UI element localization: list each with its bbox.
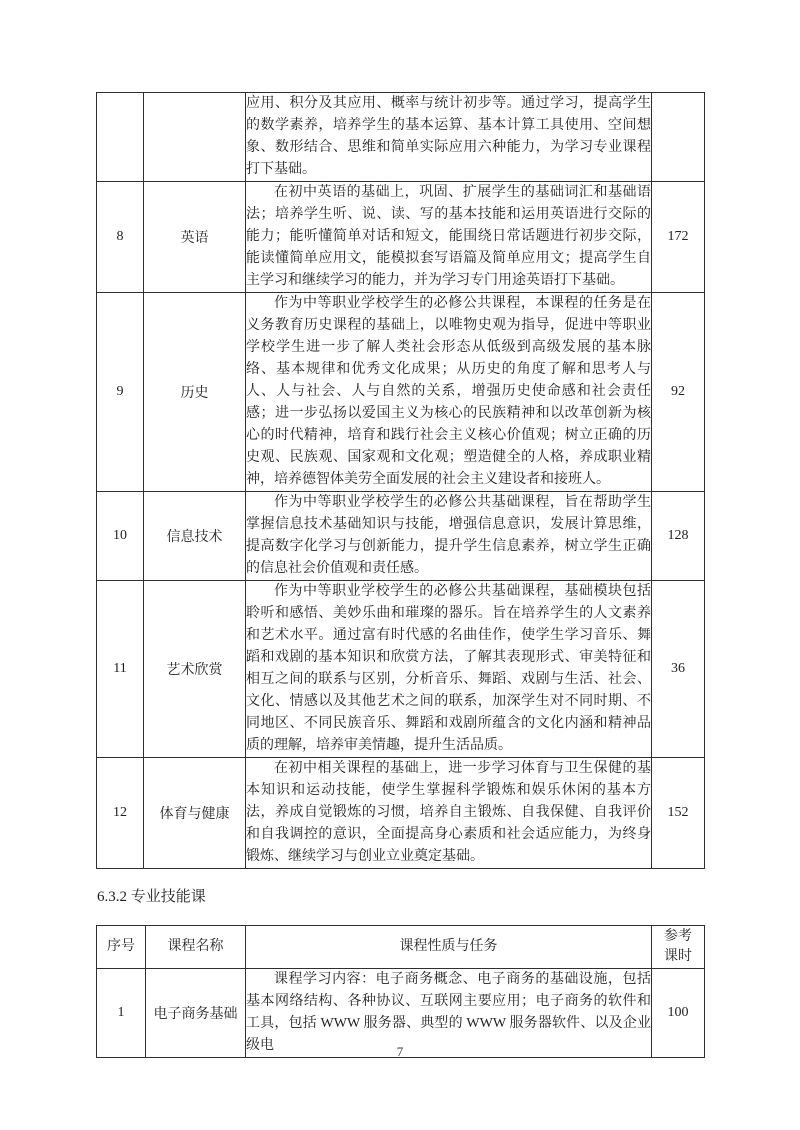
course-desc: 作为中等职业学校学生的必修公共基础课程，基础模块包括聆听和感悟、美妙乐曲和璀璨的器乐。旨在培养学生的人文素养和艺术水平。通过富有时代感的名曲佳作，使学生学习音乐、舞蹈和戏剧的基本知识和欣赏方法，了解其表现形式、审美特征和相互之间的联系与区别，分析音乐、舞蹈、戏剧与生活、社会、文化、情感以及其他艺术之间的联系，加深学生对不同时期、不同地区、不同民族音乐、舞蹈和戏剧所蕴含的文化内涵和精神品质的理解，培养审美情趣，提升生活品质。 bbox=[246, 584, 651, 753]
course-desc-cell bbox=[246, 758, 652, 869]
course-name bbox=[144, 93, 246, 182]
course-desc-cell bbox=[246, 182, 652, 293]
course-no: 9 bbox=[97, 293, 144, 492]
page-content bbox=[96, 92, 704, 1058]
course-desc-cell bbox=[246, 581, 652, 758]
course-desc-cell bbox=[246, 293, 652, 492]
course-hours: 128 bbox=[652, 492, 705, 581]
course-hours bbox=[652, 93, 705, 182]
course-name: 电子商务基础 bbox=[146, 969, 246, 1058]
header-no: 序号 bbox=[97, 926, 146, 969]
course-name: 体育与健康 bbox=[144, 758, 246, 869]
table-row bbox=[97, 581, 705, 758]
page-number: 7 bbox=[396, 1044, 404, 1059]
course-desc-cell bbox=[246, 492, 652, 581]
course-desc-cell bbox=[246, 93, 652, 182]
course-no bbox=[97, 93, 144, 182]
table-row bbox=[97, 758, 705, 869]
table-row bbox=[97, 93, 705, 182]
course-desc: 应用、积分及其应用、概率与统计初步等。通过学习，提高学生的数学素养，培养学生的基本运算、基本计算工具使用、空间想象、数形结合、思维和简单实际应用六种能力，为学习专业课程打下基础。 bbox=[246, 96, 651, 177]
course-name: 历史 bbox=[144, 293, 246, 492]
section-heading: 6.3.2 专业技能课 bbox=[97, 889, 206, 905]
course-hours: 92 bbox=[652, 293, 705, 492]
course-hours: 152 bbox=[652, 758, 705, 869]
course-desc: 作为中等职业学校学生的必修公共课程，本课程的任务是在义务教育历史课程的基础上，以唯物史观为指导，促进中等职业学校学生进一步了解人类社会形态从低级到高级发展的基本脉络、基本规律和优秀文化成果；从历史的角度了解和思考人与人、人与社会、人与自然的关系，增强历史使命感和社会责任感；进一步弘扬以爱国主义为核心的民族精神和以改革创新为核心的时代精神，培育和践行社会主义核心价值观；树立正确的历史观、民族观、国家观和文化观；塑造健全的人格，养成职业精神，培养德智体美劳全面发展的社会主义建设者和接班人。 bbox=[246, 296, 651, 487]
table-header-row bbox=[97, 926, 705, 969]
header-name: 课程名称 bbox=[146, 926, 246, 969]
course-name: 艺术欣赏 bbox=[144, 581, 246, 758]
course-no: 10 bbox=[97, 492, 144, 581]
skill-course-table bbox=[96, 925, 705, 1058]
header-desc: 课程性质与任务 bbox=[246, 926, 652, 969]
course-name: 信息技术 bbox=[144, 492, 246, 581]
course-desc: 在初中英语的基础上，巩固、扩展学生的基础词汇和基础语法；培养学生听、说、读、写的基本技能和运用英语进行交际的能力；能听懂简单对话和短文，能围绕日常话题进行初步交际，能读懂简单应用文，能模拟套写语篇及简单应用文；提高学生自主学习和继续学习的能力，并为学习专门用途英语打下基础。 bbox=[246, 185, 651, 288]
course-hours: 36 bbox=[652, 581, 705, 758]
course-no: 12 bbox=[97, 758, 144, 869]
table-row bbox=[97, 293, 705, 492]
table-row bbox=[97, 492, 705, 581]
header-hours bbox=[652, 926, 705, 969]
course-name: 英语 bbox=[144, 182, 246, 293]
basic-course-table bbox=[96, 92, 705, 869]
course-hours: 100 bbox=[652, 969, 705, 1058]
course-desc: 作为中等职业学校学生的必修公共基础课程，旨在帮助学生掌握信息技术基础知识与技能，增强信息意识，发展计算思维，提高数字化学习与创新能力，提升学生信息素养，树立学生正确的信息社会价值观和责任感。 bbox=[246, 495, 651, 576]
course-no: 8 bbox=[97, 182, 144, 293]
course-hours: 172 bbox=[652, 182, 705, 293]
course-desc: 课程学习内容：电子商务概念、电子商务的基础设施，包括基本网络结构、各种协议、互联网主要应用；电子商务的软件和工具，包括 WWW 服务器、典型的 WWW 服务器软件、以及企业级电 bbox=[246, 972, 651, 1053]
course-no: 1 bbox=[97, 969, 146, 1058]
header-hours-text: 参考课时 bbox=[664, 929, 692, 964]
course-no: 11 bbox=[97, 581, 144, 758]
table-row bbox=[97, 182, 705, 293]
course-desc: 在初中相关课程的基础上，进一步学习体育与卫生保健的基本知识和运动技能，使学生掌握科学锻炼和娱乐休闲的基本方法，养成自觉锻炼的习惯，培养自主锻炼、自我保健、自我评价和自我调控的意识，全面提高身心素质和社会适应能力，为终身锻炼、继续学习与创业立业奠定基础。 bbox=[246, 761, 651, 864]
